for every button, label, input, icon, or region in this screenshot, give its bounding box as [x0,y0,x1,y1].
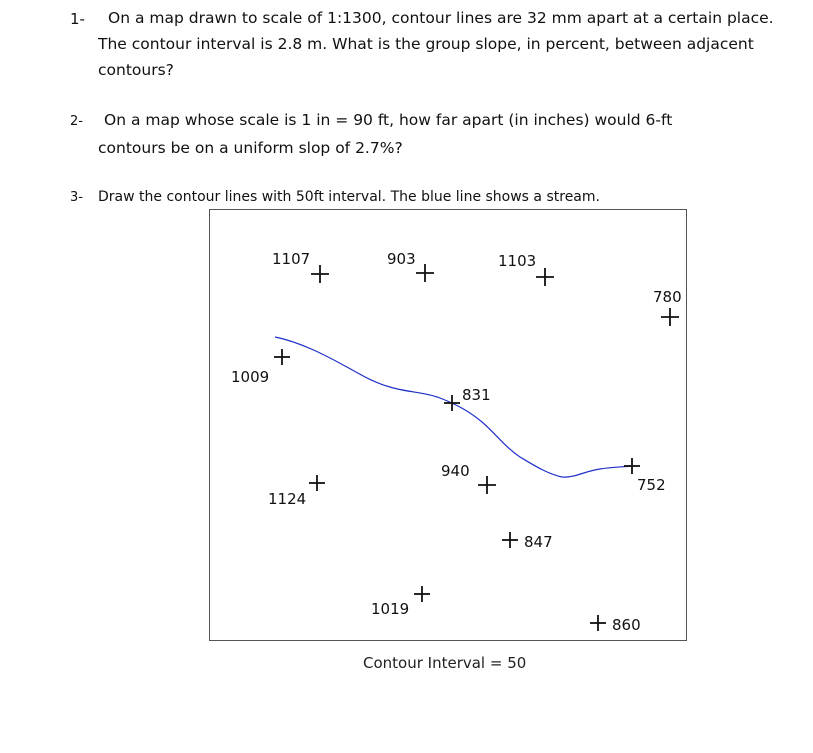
spot-label-847: 847 [524,533,553,551]
spot-marker-1103 [536,268,554,286]
spot-label-940: 940 [441,462,470,480]
spot-label-1103: 1103 [498,252,537,270]
stream-line [275,337,632,477]
spot-markers [274,264,679,631]
spot-label-1019: 1019 [371,600,410,618]
spot-label-831: 831 [462,386,491,404]
question-number: 2- [70,114,83,129]
spot-marker-847 [502,532,518,548]
question-text-line: The contour interval is 2.8 m. What is the group slope, in percent, between adjacent [98,35,754,53]
spot-label-1107: 1107 [272,250,311,268]
question-text-line: On a map whose scale is 1 in = 90 ft, how far apart (in inches) would 6-ft [104,111,673,129]
spot-label-903: 903 [387,250,416,268]
spot-marker-1107 [311,265,329,283]
question-number: 1- [70,10,85,28]
spot-label-752: 752 [637,476,666,494]
spot-label-780: 780 [653,288,682,306]
question-text-line: On a map drawn to scale of 1:1300, contour lines are 32 mm apart at a certain place. [108,9,774,27]
spot-marker-940 [478,476,496,494]
spot-marker-780 [661,308,679,326]
spot-marker-1124 [309,475,325,491]
question-text-line: contours? [98,61,174,79]
spot-label-1009: 1009 [231,368,270,386]
spot-label-860: 860 [612,616,641,634]
spot-marker-1019 [414,586,430,602]
spot-marker-1009 [274,349,290,365]
spot-marker-831 [444,395,460,411]
question-text-line: Draw the contour lines with 50ft interval. The blue line shows a stream. [98,189,600,205]
spot-marker-860 [590,615,606,631]
spot-label-1124: 1124 [268,490,307,508]
question-text-line: contours be on a uniform slop of 2.7%? [98,139,403,157]
spot-marker-903 [416,264,434,282]
spot-marker-752 [624,458,640,474]
question-number: 3- [70,190,83,205]
contour-interval-caption: Contour Interval = 50 [363,654,527,672]
